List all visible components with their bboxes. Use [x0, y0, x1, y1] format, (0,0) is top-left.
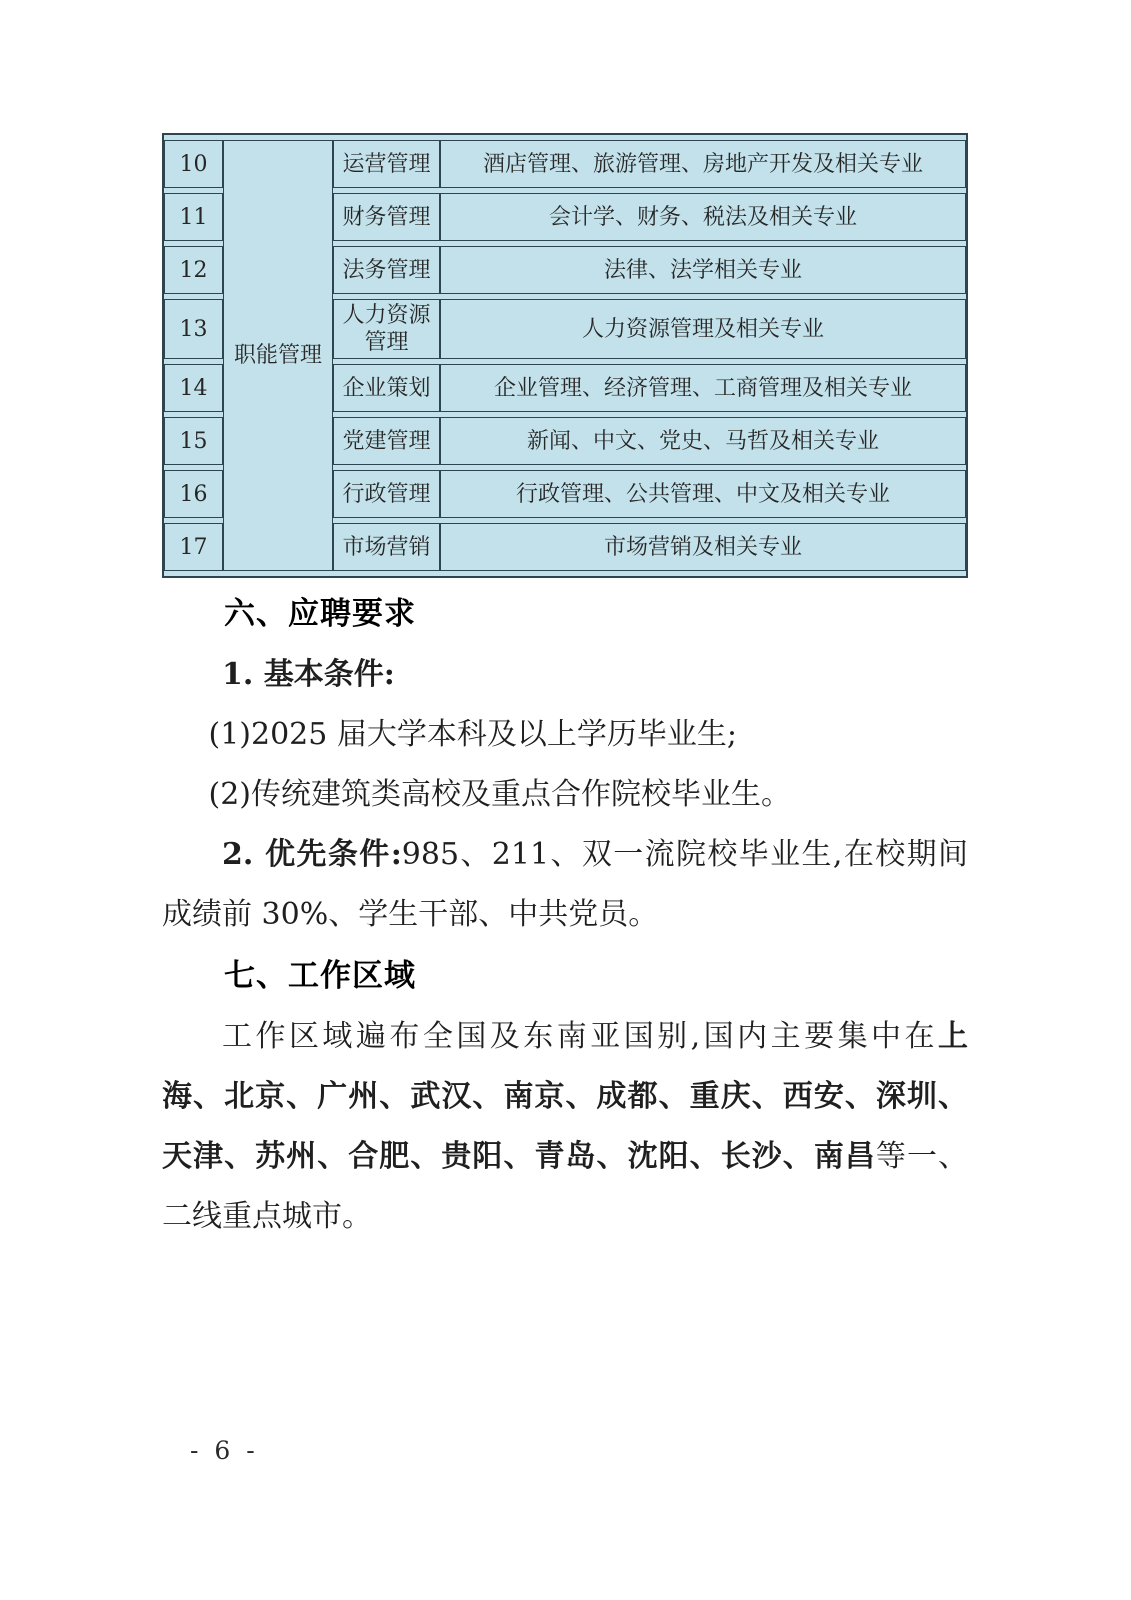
cell-category-merged: 职能管理 — [223, 140, 333, 571]
bold-text-segment: 上 — [938, 1019, 968, 1054]
cell-position-name: 运营管理 — [333, 140, 440, 188]
cell-majors: 酒店管理、旅游管理、房地产开发及相关专业 — [440, 140, 966, 188]
cell-position-name: 人力资源管理 — [333, 299, 440, 359]
text-segment: 工作区域遍布全国及东南亚国别,国内主要集中在 — [222, 1019, 938, 1054]
text-line — [162, 1007, 968, 1067]
text-segment: 二线重点城市。 — [162, 1199, 372, 1234]
cell-majors: 企业管理、经济管理、工商管理及相关专业 — [440, 364, 966, 412]
table-row — [164, 140, 966, 188]
page-number: - 6 - — [190, 1436, 259, 1465]
bold-text-segment: 2. 优先条件: — [222, 837, 402, 872]
cell-position-name: 党建管理 — [333, 417, 440, 465]
priority-conditions-paragraph — [162, 825, 968, 945]
cell-row-number: 13 — [164, 299, 223, 359]
cell-majors: 市场营销及相关专业 — [440, 523, 966, 571]
cell-position-name: 财务管理 — [333, 193, 440, 241]
cell-row-number: 10 — [164, 140, 223, 188]
text-body — [162, 583, 968, 1247]
cell-majors: 法律、法学相关专业 — [440, 246, 966, 294]
cell-row-number: 16 — [164, 470, 223, 518]
basic-condition-point-1: (1)2025 届大学本科及以上学历毕业生; — [208, 717, 737, 752]
cell-majors: 新闻、中文、党史、马哲及相关专业 — [440, 417, 966, 465]
basic-conditions-label: 1. 基本条件: — [222, 657, 395, 692]
cell-row-number: 11 — [164, 193, 223, 241]
bold-text-segment: 海、北京、广州、武汉、南京、成都、重庆、西安、深圳、 — [162, 1079, 968, 1114]
cell-row-number: 14 — [164, 364, 223, 412]
basic-condition-point-2: (2)传统建筑类高校及重点合作院校毕业生。 — [208, 777, 791, 812]
cell-position-name: 市场营销 — [333, 523, 440, 571]
text-line — [162, 1187, 968, 1247]
cell-majors: 行政管理、公共管理、中文及相关专业 — [440, 470, 966, 518]
text-line — [162, 885, 968, 945]
cell-position-name: 企业策划 — [333, 364, 440, 412]
cell-majors: 会计学、财务、税法及相关专业 — [440, 193, 966, 241]
section-seven-heading: 七、工作区域 — [224, 958, 416, 993]
text-segment: 成绩前 30%、学生干部、中共党员。 — [162, 897, 659, 932]
text-line — [162, 825, 968, 885]
text-line — [162, 1127, 968, 1187]
cell-position-name: 行政管理 — [333, 470, 440, 518]
cell-row-number: 15 — [164, 417, 223, 465]
bold-text-segment: 天津、苏州、合肥、贵阳、青岛、沈阳、长沙、南昌 — [162, 1139, 876, 1174]
cell-row-number: 12 — [164, 246, 223, 294]
cell-position-name: 法务管理 — [333, 246, 440, 294]
cell-majors: 人力资源管理及相关专业 — [440, 299, 966, 359]
section-six-heading: 六、应聘要求 — [224, 596, 416, 631]
text-line — [162, 1067, 968, 1127]
document-page-content — [162, 133, 968, 1247]
work-regions-paragraph — [162, 1007, 968, 1247]
text-segment: 等一、 — [875, 1139, 969, 1174]
positions-table — [162, 133, 968, 578]
text-segment: 985、211、双一流院校毕业生,在校期间 — [401, 837, 968, 872]
cell-row-number: 17 — [164, 523, 223, 571]
